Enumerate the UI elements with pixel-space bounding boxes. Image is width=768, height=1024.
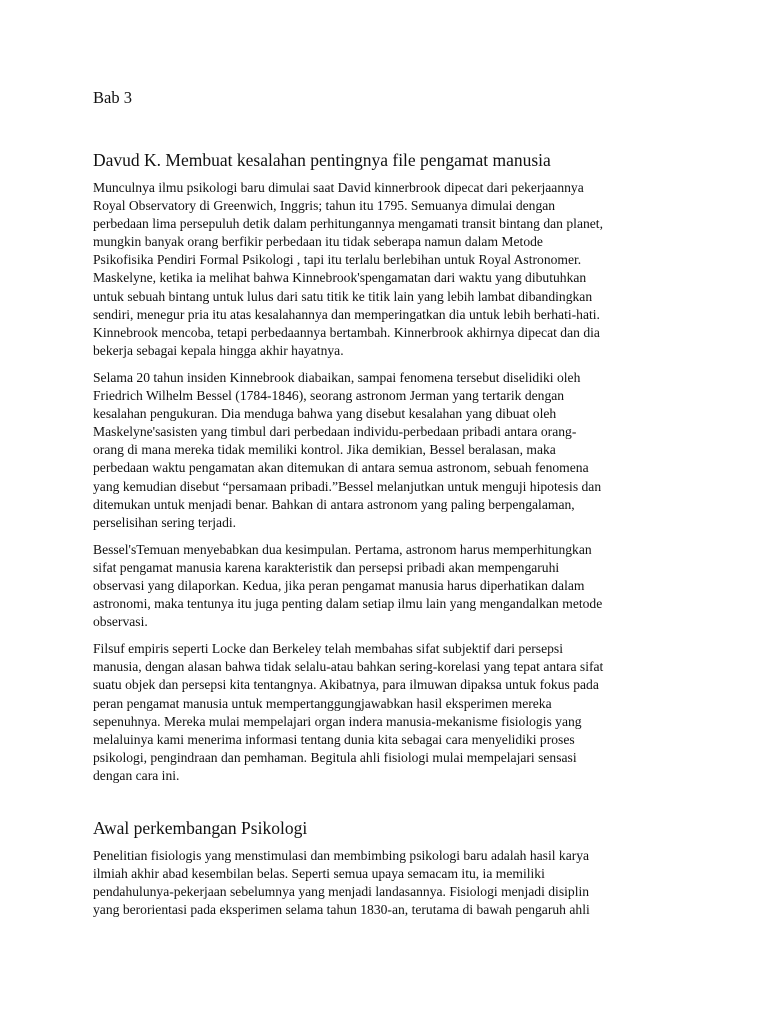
- text-line: Royal Observatory di Greenwich, Inggris; tahun itu 1795. Semuanya dimulai dengan: [93, 198, 556, 214]
- section-heading: Awal perkembangan Psikologi: [93, 818, 308, 838]
- text-line: untuk sebuah bintang untuk lulus dari satu titik ke titik lain yang lebih lambat dibandingkan: [93, 288, 593, 304]
- text-line: mungkin banyak orang berfikir perbedaan itu tidak seberapa namun dalam Metode: [93, 234, 543, 250]
- text-line: Selama 20 tahun insiden Kinnebrook diabaikan, sampai fenomena tersebut diselidiki oleh: [93, 369, 581, 385]
- text-line: observasi.: [93, 614, 148, 630]
- text-line: ilmiah akhir abad kesembilan belas. Seperti semua upaya semacam itu, ia memiliki: [93, 866, 545, 882]
- text-line: Psikofisika Pendiri Formal Psikologi , tapi itu terlalu berlebihan untuk Royal Astronomer.: [93, 252, 582, 268]
- text-line: perbedaan waktu pengamatan akan ditemukan di antara semua astronom, sebuah fenomena: [93, 460, 589, 476]
- text-line: bekerja sebagai kepala hingga akhir hayatnya.: [93, 342, 344, 358]
- text-line: Kinnebrook mencoba, tetapi perbedaannya bertambah. Kinnerbrook akhirnya dipecat dan dia: [93, 324, 600, 340]
- text-line: melaluinya kami menerima informasi tentang dunia kita sebagai cara menyelidiki proses: [93, 731, 575, 747]
- paragraph: [93, 369, 677, 532]
- paragraph: [93, 847, 677, 919]
- document-body: [93, 148, 677, 928]
- chapter-heading: Bab 3: [93, 88, 132, 107]
- text-line: peran pengamat manusia untuk mempertanggungjawabkan hasil eksperimen mereka: [93, 695, 552, 711]
- text-line: Maskelyne'sasisten yang timbul dari perbedaan individu-perbedaan pribadi antara orang-: [93, 424, 577, 440]
- text-line: sendiri, menegur pria itu atas kesalahannya dan memperingatkan dia untuk lebih berhati-hati.: [93, 306, 600, 322]
- paragraph: [93, 640, 677, 785]
- text-line: orang di mana mereka tidak memiliki kontrol. Jika demikian, Bessel beralasan, maka: [93, 442, 556, 458]
- text-line: perbedaan lima persepuluh detik dalam perhitungannya mengamati transit bintang dan planet,: [93, 216, 603, 232]
- text-line: suatu objek dan persepsi kita tentangnya. Akibatnya, para ilmuwan dipaksa untuk fokus pada: [93, 677, 599, 693]
- text-line: psikologi, pengindraan dan pemhaman. Begitula ahli fisiologi mulai mempelajari sensasi: [93, 749, 577, 765]
- text-line: sifat pengamat manusia karena karakteristik dan persepsi pribadi akan mempengaruhi: [93, 559, 560, 575]
- text-line: Munculnya ilmu psikologi baru dimulai saat David kinnerbrook dipecat dari pekerjaannya: [93, 180, 584, 195]
- text-line: dengan cara ini.: [93, 767, 180, 783]
- text-line: observasi yang dilaporkan. Kedua, jika peran pengamat manusia harus diperhatikan dalam: [93, 577, 585, 593]
- text-line: ditemukan untuk menjadi benar. Bahkan di antara astronom yang paling berpengalaman,: [93, 496, 575, 512]
- text-line: Maskelyne, ketika ia melihat bahwa Kinnebrook'spengamatan dari waktu yang dibutuhkan: [93, 270, 587, 286]
- paragraph: [93, 541, 677, 631]
- text-line: kesalahan pengukuran. Dia menduga bahwa yang disebut kesalahan yang dibuat oleh: [93, 406, 557, 422]
- text-line: sepenuhnya. Mereka mulai mempelajari organ indera manusia-mekanisme fisiologis yang: [93, 713, 582, 729]
- paragraph: [93, 179, 677, 360]
- text-line: yang berorientasi pada eksperimen selama tahun 1830-an, terutama di bawah pengaruh ahli: [93, 902, 590, 918]
- text-line: yang kemudian disebut “persamaan pribadi.”Bessel melanjutkan untuk menguji hipotesis dan: [93, 478, 602, 494]
- section-heading: Davud K. Membuat kesalahan pentingnya file pengamat manusia: [93, 150, 551, 170]
- text-line: perselisihan sering terjadi.: [93, 514, 237, 530]
- text-line: pendahulunya-pekerjaan sebelumnya yang menjadi landasannya. Fisiologi menjadi disiplin: [93, 884, 590, 900]
- text-line: Bessel'sTemuan menyebabkan dua kesimpulan. Pertama, astronom harus memperhitungkan: [93, 541, 592, 557]
- text-line: manusia, dengan alasan bahwa tidak selalu-atau bahkan sering-korelasi yang tepat antara sifat: [93, 659, 604, 675]
- text-line: Filsuf empiris seperti Locke dan Berkeley telah membahas sifat subjektif dari persepsi: [93, 641, 563, 657]
- text-line: Penelitian fisiologis yang menstimulasi dan membimbing psikologi baru adalah hasil karya: [93, 848, 590, 863]
- text-line: astronomi, maka tentunya itu juga penting dalam setiap ilmu lain yang mengandalkan metode: [93, 596, 603, 612]
- text-line: Friedrich Wilhelm Bessel (1784-1846), seorang astronom Jerman yang tertarik dengan: [93, 388, 565, 404]
